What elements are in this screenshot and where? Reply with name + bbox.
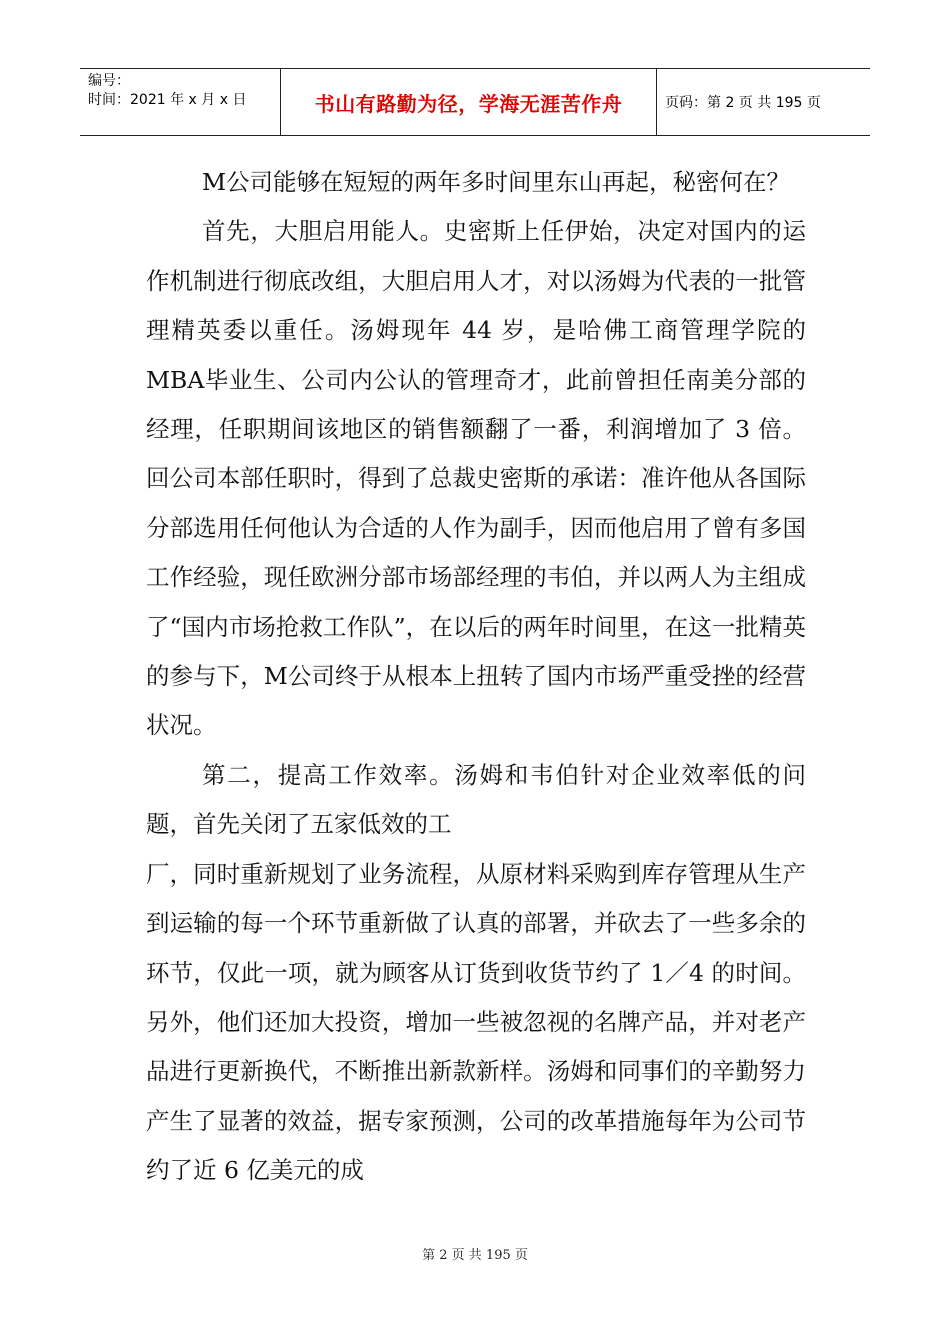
header-meta [80,69,281,135]
header-page-info: 页码：第 2 页 共 195 页 [665,95,821,111]
document-number-label: 编号： [88,73,130,89]
document-date: 时间：2021 年 x 月 x 日 [88,92,247,108]
document-body [146,158,806,1196]
document-header [80,68,870,136]
paragraph-2: 首先，大胆启用能人。史密斯上任伊始，决定对国内的运作机制进行彻底改组，大胆启用人才，对以汤姆为代表的一批管理精英委以重任。汤姆现年 44 岁，是哈佛工商管理学院的MBA毕业生、公司内公认的管理奇才，此前曾担任南美分部的经理，任职期间该地区的销售额翻了一番，利润增加了 3 倍。回公司本部任职时，得到了总裁史密斯的承诺：准许他从各国际分部选用任何他认为合适的人作为副手，因而他启用了曾有多国工作经验，现任欧洲分部市场部经理的韦伯，并以两人为主组成了“国内市场抢救工作队”，在以后的两年时间里，在这一批精英的参与下，M公司终于从根本上扭转了国内市场严重受挫的经营状况。 [146,217,806,740]
paragraph-3: 第二，提高工作效率。汤姆和韦伯针对企业效率低的问题，首先关闭了五家低效的工 [146,760,806,839]
header-motto: 书山有路勤为径，学海无涯苦作舟 [281,69,657,135]
paragraph-1: M公司能够在短短的两年多时间里东山再起，秘密何在？ [202,168,791,196]
page-footer: 第 2 页 共 195 页 [422,1248,528,1263]
paragraph-4: 厂，同时重新规划了业务流程，从原材料采购到库存管理从生产到运输的每一个环节重新做了认真的部署，并砍去了一些多余的环节，仅此一项，就为顾客从订货到收货节约了 1／4 的时间。另外，他们还加大投资，增加一些被忽视的名牌产品，并对老产品进行更新换代，不断推出新款新样。汤姆和同事们的辛勤努力产生了显著的效益，据专家预测，公司的改革措施每年为公司节约了近 6 亿美元的成 [146,859,806,1185]
